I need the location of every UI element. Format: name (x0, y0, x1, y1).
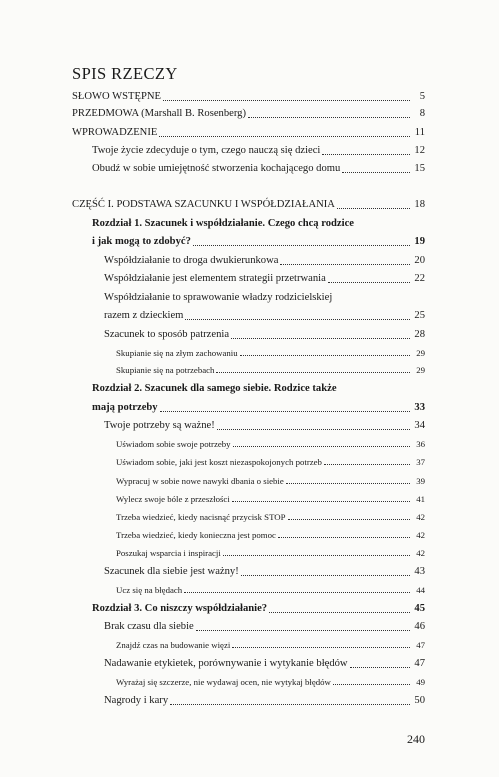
toc-entry (116, 678, 425, 687)
toc-entry (92, 604, 425, 615)
toc-entry-label: CZĘŚĆ I. PODSTAWA SZACUNKU I WSPÓŁDZIAŁANIA (72, 199, 335, 210)
toc-entry (104, 274, 425, 285)
toc-entry-page: 41 (416, 494, 425, 504)
toc-entry (116, 458, 425, 467)
dot-leader (324, 464, 410, 465)
toc-entry-page: 11 (414, 127, 425, 138)
toc-entry (116, 641, 425, 650)
toc-entry-page: 33 (414, 402, 425, 413)
toc-entry-label: Trzeba wiedzieć, kiedy konieczna jest pomoc (116, 530, 276, 540)
toc-entry-label: PRZEDMOWA (Marshall B. Rosenberg) (72, 108, 246, 119)
toc-entry-page: 20 (414, 255, 425, 266)
toc-entry-label: Poszukaj wsparcia i inspiracji (116, 548, 221, 558)
dot-leader (184, 592, 410, 593)
toc-entry (116, 495, 425, 504)
toc-entry (92, 164, 425, 175)
toc-entry-page: 45 (414, 603, 425, 614)
toc-entry-page: 46 (414, 621, 425, 632)
toc-entry-label: Twoje życie zdecyduje o tym, czego nauczą się dzieci (92, 145, 321, 156)
dot-leader (241, 575, 410, 576)
toc-entry-page: 39 (416, 476, 425, 486)
toc-entry-label: Współdziałanie jest elementem strategii przetrwania (104, 273, 326, 284)
toc-entry-label: Nagrody i kary (104, 695, 169, 706)
toc-entry-page: 36 (416, 439, 425, 449)
page-number: 240 (407, 732, 425, 746)
toc-entry-page: 42 (416, 548, 425, 558)
dot-leader (240, 355, 410, 356)
toc-title: SPIS RZECZY (72, 64, 178, 83)
dot-leader (342, 172, 410, 173)
dot-leader (333, 684, 410, 685)
dot-leader (280, 264, 410, 265)
toc-entry (92, 219, 425, 230)
toc-entry-label: Rozdział 2. Szacunek dla samego siebie. Rodzice także (92, 383, 337, 394)
toc-entry-label: Znajdź czas na budowanie więzi (116, 640, 231, 650)
dot-leader (322, 154, 410, 155)
toc-entry-label: Szacunek dla siebie jest ważny! (104, 566, 239, 577)
toc-entry-label: Rozdział 3. Co niszczy współdziałanie? (92, 603, 268, 614)
toc-entry (116, 477, 425, 486)
toc-entry (104, 696, 425, 707)
toc-entry-label: Skupianie się na potrzebach (116, 365, 215, 375)
dot-leader (233, 446, 410, 447)
dot-leader (278, 537, 410, 538)
toc-entry-page: 42 (416, 512, 425, 522)
toc-entry-page: 44 (416, 585, 425, 595)
toc-entry-label: Rozdział 1. Szacunek i współdziałanie. Czego chcą rodzice (92, 218, 354, 229)
dot-leader (269, 612, 410, 613)
toc-entry-label: Uświadom sobie, jaki jest koszt niezaspokojonych potrzeb (116, 457, 322, 467)
toc-entry (104, 293, 425, 304)
toc-entry-label: Wyrażaj się szczerze, nie wydawaj ocen, nie wytykaj błędów (116, 677, 331, 687)
toc-entry-label: WPROWADZENIE (72, 127, 158, 138)
toc-entry (104, 622, 425, 633)
toc-entry-label: Trzeba wiedzieć, kiedy nacisnąć przycisk STOP (116, 512, 286, 522)
toc-entry (116, 549, 425, 558)
toc-entry (104, 659, 425, 670)
toc-entry-label: Twoje potrzeby są ważne! (104, 420, 215, 431)
toc-entry (92, 237, 425, 248)
toc-entry-page: 22 (414, 273, 425, 284)
dot-leader (286, 483, 410, 484)
toc-entry (72, 200, 425, 211)
toc-entry-label: Brak czasu dla siebie (104, 621, 194, 632)
dot-leader (350, 667, 410, 668)
toc-entry (116, 349, 425, 358)
toc-entry-page: 47 (414, 658, 425, 669)
toc-entry (72, 92, 425, 103)
dot-leader (337, 208, 410, 209)
toc-entry-page: 29 (416, 348, 425, 358)
toc-entry-page: 8 (419, 108, 425, 119)
toc-entry-label: Skupianie się na złym zachowaniu (116, 348, 238, 358)
toc-entry-page: 42 (416, 530, 425, 540)
toc-entry-label: SŁOWO WSTĘPNE (72, 91, 161, 102)
toc-entry-page: 18 (414, 199, 425, 210)
toc-entry-label: Współdziałanie to sprawowanie władzy rodzicielskiej (104, 292, 333, 303)
toc-entry (104, 567, 425, 578)
toc-entry (116, 513, 425, 522)
toc-entry (72, 128, 425, 139)
toc-entry-label: razem z dzieckiem (104, 310, 184, 321)
toc-entry-label: Obudź w sobie umiejętność stworzenia kochającego domu (92, 163, 341, 174)
toc-entry-label: Ucz się na błędach (116, 585, 183, 595)
toc-entry (104, 311, 425, 322)
toc-entry (116, 440, 425, 449)
dot-leader (248, 117, 410, 118)
dot-leader (185, 319, 410, 320)
toc-entry-page: 29 (416, 365, 425, 375)
dot-leader (223, 555, 410, 556)
toc-entry-label: Szacunek to sposób patrzenia (104, 329, 230, 340)
toc-entry-page: 49 (416, 677, 425, 687)
toc-entry-label: Nadawanie etykietek, porównywanie i wytykanie błędów (104, 658, 348, 669)
toc-entry-page: 25 (414, 310, 425, 321)
dot-leader (160, 411, 410, 412)
toc-entry-label: mają potrzeby (92, 402, 158, 413)
dot-leader (196, 630, 410, 631)
dot-leader (232, 647, 410, 648)
toc-entry-page: 50 (414, 695, 425, 706)
toc-entry-label: Wylecz swoje bóle z przeszłości (116, 494, 230, 504)
toc-entry-page: 12 (414, 145, 425, 156)
toc-entry (104, 256, 425, 267)
toc-entry (92, 403, 425, 414)
dot-leader (328, 282, 410, 283)
toc-entry (92, 384, 425, 395)
dot-leader (231, 338, 410, 339)
toc-entry-label: i jak mogą to zdobyć? (92, 236, 191, 247)
toc-entry-page: 5 (419, 91, 425, 102)
dot-leader (163, 100, 410, 101)
dot-leader (232, 501, 410, 502)
toc-entry-page: 28 (414, 329, 425, 340)
dot-leader (170, 704, 410, 705)
toc-entry-page: 47 (416, 640, 425, 650)
dot-leader (193, 245, 410, 246)
toc-entry-page: 43 (414, 566, 425, 577)
toc-entry (72, 109, 425, 120)
toc-entry-page: 19 (414, 236, 425, 247)
toc-entry (116, 531, 425, 540)
dot-leader (288, 519, 410, 520)
toc-entry-page: 37 (416, 457, 425, 467)
toc-entry (92, 146, 425, 157)
toc-entry (104, 330, 425, 341)
toc-entry-page: 15 (414, 163, 425, 174)
dot-leader (159, 136, 410, 137)
toc-entry-label: Współdziałanie to droga dwukierunkowa (104, 255, 279, 266)
toc-entry-label: Uświadom sobie swoje potrzeby (116, 439, 231, 449)
dot-leader (217, 429, 410, 430)
dot-leader (216, 372, 410, 373)
toc-entry (116, 586, 425, 595)
toc-entry (104, 421, 425, 432)
toc-entry-page: 34 (414, 420, 425, 431)
toc-entry-label: Wypracuj w sobie nowe nawyki dbania o siebie (116, 476, 284, 486)
toc-entry (116, 366, 425, 375)
